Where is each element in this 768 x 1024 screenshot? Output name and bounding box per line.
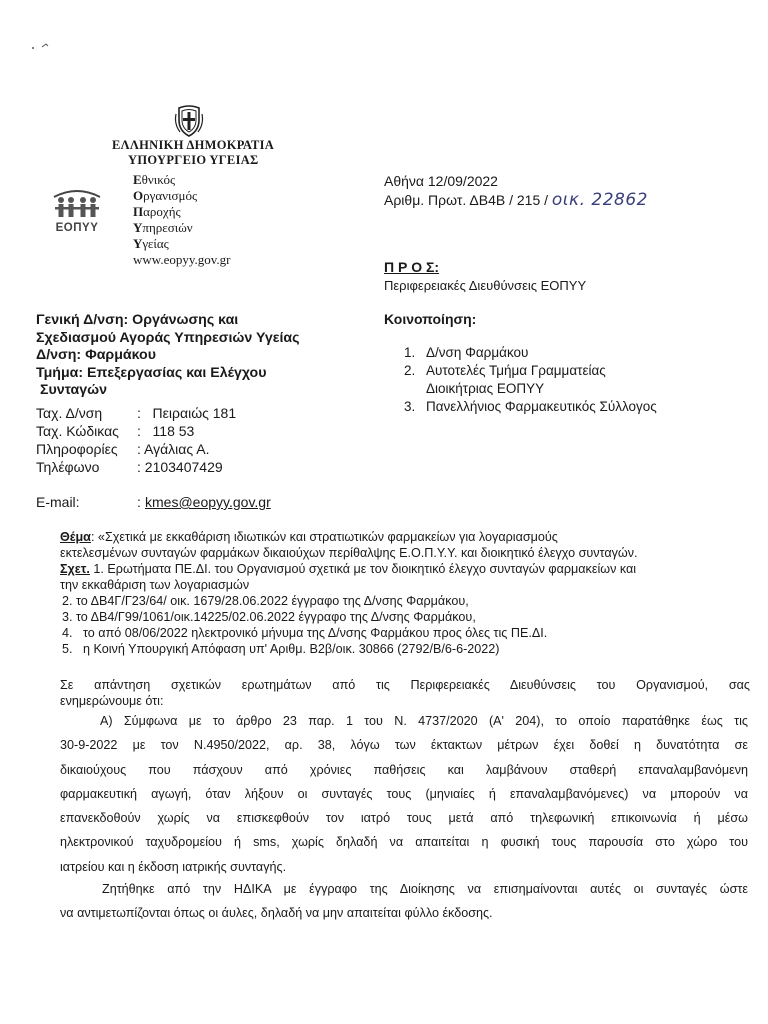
reference-item: 2. το ΔΒ4Γ/Γ23/64/ οικ. 1679/28.06.2022 έγγραφο της Δ/νσης Φαρμάκου,	[62, 594, 469, 608]
org-line: Εθνικός	[133, 172, 176, 187]
scan-mark	[30, 38, 52, 48]
subject-block	[60, 529, 740, 561]
reference-item: 4. το από 08/06/2022 ηλεκτρονικό μήνυμα της Δ/νσης Φαρμάκου προς όλες τις ΠΕ.ΔΙ.	[62, 626, 548, 640]
organization-name	[133, 172, 230, 268]
department-line: Τμήμα: Επεξεργασίας και Ελέγχου	[36, 364, 267, 381]
org-line: Οργανισμός	[133, 188, 198, 203]
ministry-title: ΥΠΟΥΡΓΕΙΟ ΥΓΕΙΑΣ	[128, 153, 259, 167]
cc-list	[404, 344, 657, 416]
paragraph-a: Α) Σύμφωνα με το άρθρο 23 παρ. 1 του Ν. 4737/2020 (Α' 204), το οποίο παρατάθηκε έως τις 30-9-2022 με τον Ν.4950/2022, αρ. 38, λόγω των έκτακτων μέτρων έχει δοθεί η δυνατότητα σε δικαιούχους που πάσχουν από χρόνιες παθήσεις και λαμβάνουν σταθερή επαναλαμβανόμενη φαρμακευτική αγωγή, όταν λήξουν οι συνταγές τους (μηνιαίες ή επαναλαμβανόμενες) να μπορούν να επανεκδοθούν χωρίς να επισκεφθούν τον ιατρό τους μετά από τηλεφωνική επικοινωνία ή μέσω ηλεκτρονικού ταχυδρομείου ή sms, χωρίς δηλαδή να απαιτείται η φυσική τους παρουσία στο χώρο του ιατρείου και η έκδοση ιατρικής συνταγής.	[60, 714, 748, 874]
email-row	[36, 494, 271, 510]
greek-coat-of-arms-icon	[172, 104, 206, 138]
email-link[interactable]: kmes@eopyy.gov.gr	[145, 494, 271, 510]
place-date: Αθήνα 12/09/2022	[384, 173, 498, 189]
reference-item: 5. η Κοινή Υπουργική Απόφαση υπ' Αριθμ. Β2β/οικ. 30866 (2792/Β/6-6-2022)	[62, 642, 500, 656]
republic-title: ΕΛΛΗΝΙΚΗ ΔΗΜΟΚΡΑΤΙΑ	[112, 138, 275, 152]
references-label: Σχετ.	[60, 562, 90, 576]
cc-item: 1. Δ/νση Φαρμάκου	[404, 345, 529, 360]
contact-row: Ταχ. Δ/νση : Πειραιώς 181	[36, 405, 237, 421]
contact-block	[36, 404, 236, 476]
subject-label: Θέμα	[60, 530, 91, 544]
cc-item: 3. Πανελλήνιος Φαρμακευτικός Σύλλογος	[404, 399, 657, 414]
department-line: Δ/νση: Φαρμάκου	[36, 347, 156, 363]
eopyy-logo-text: ΕΟΠΥΥ	[55, 222, 99, 234]
cc-item: 2. Αυτοτελές Τμήμα Γραμματείας Διοικήτριας ΕΟΠΥΥ	[404, 363, 606, 396]
reference-item: 3. το ΔΒ4/Γ99/1061/οικ.14225/02.06.2022 έγγραφο της Δ/νσης Φαρμάκου,	[62, 610, 476, 624]
org-line: Παροχής	[133, 204, 181, 219]
subject-line: Θέμα: «Σχετικά με εκκαθάριση ιδιωτικών και στρατιωτικών φαρμακείων για λογαριασμούς	[60, 530, 558, 544]
paragraph-b: Ζητήθηκε από την ΗΔΙΚΑ με έγγραφο της Διοίκησης να επισημαίνονται αυτές οι συνταγές ώστε να αντιμετωπίζονται όπως οι άυλες, δηλαδή να μην απαιτείται φύλλο έκδοσης.	[60, 882, 748, 921]
protocol-number	[384, 190, 648, 210]
reference-line: την εκκαθάριση των λογαριασμών	[60, 578, 250, 592]
subject-line: εκτελεσμένων συνταγών φαρμάκων δικαιούχων περίθαλψης Ε.Ο.Π.Υ.Υ. και διοικητικό έλεγχο συνταγών.	[60, 546, 638, 560]
department-line: Σχεδιασμού Αγοράς Υπηρεσιών Υγείας	[36, 329, 300, 346]
contact-row: Ταχ. Κώδικας : 118 53	[36, 423, 195, 439]
org-line: Υπηρεσιών	[133, 220, 193, 235]
department-line: Γενική Δ/νση: Οργάνωσης και	[36, 312, 239, 328]
email-label: E-mail:	[36, 494, 80, 510]
department-line: Συνταγών	[36, 382, 108, 398]
to-value: Περιφερειακές Διευθύνσεις ΕΟΠΥΥ	[384, 278, 587, 293]
intro-paragraph: Σε απάντηση σχετικών ερωτημάτων από τις Περιφερειακές Διευθύνσεις του Οργανισμού, σας ενημερώνουμε ότι:	[60, 678, 750, 708]
cc-label: Κοινοποίηση:	[384, 311, 477, 327]
to-label: Π Ρ Ο Σ:	[384, 259, 440, 275]
protocol-prefix: Αριθμ. Πρωτ. ΔΒ4Β / 215 /	[384, 192, 549, 208]
reference-line: Σχετ. 1. Ερωτήματα ΠΕ.ΔΙ. του Οργανισμού σχετικά με τον διοικητικό έλεγχο συνταγών φαρμακείων και	[60, 562, 637, 576]
protocol-handwritten: οικ. 22862	[551, 190, 648, 210]
department-block	[36, 312, 300, 400]
org-line: Υγείας	[133, 236, 169, 251]
references-block	[60, 561, 750, 657]
email-colon: :	[137, 494, 141, 510]
website: www.eopyy.gov.gr	[133, 252, 231, 267]
contact-row: Πληροφορίες : Αγάλιας Α.	[36, 441, 210, 457]
contact-row: Τηλέφωνο : 2103407429	[36, 459, 223, 475]
